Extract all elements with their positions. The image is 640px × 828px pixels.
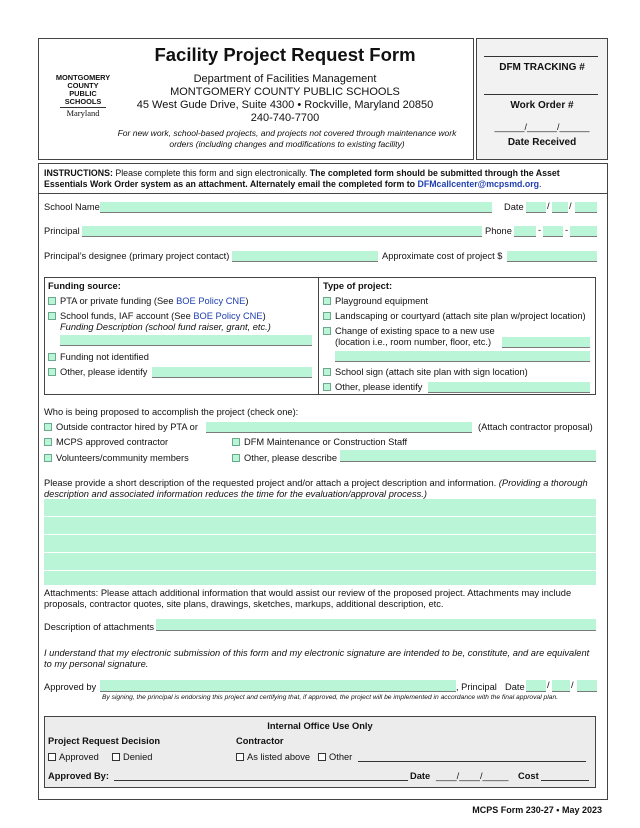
who-dfm-staff[interactable]: DFM Maintenance or Construction Staff — [232, 437, 407, 447]
date-month-input[interactable] — [526, 202, 546, 213]
approved-by-label: Approved by — [44, 682, 97, 692]
office-approved-by-label: Approved By: — [48, 771, 109, 781]
attachments-desc-label: Description of attachments — [44, 622, 155, 632]
attachments-text: Attachments: Please attach additional information that would assist our review of the proposed project. Attachments may include proposals, contractor quotes, site plans, drawings, sketches, markups, additional description, etc. — [44, 588, 572, 609]
phone-prefix-input[interactable] — [543, 226, 563, 237]
boe-policy-link[interactable]: BOE Policy CNE — [176, 296, 246, 306]
form-scope-note: For new work, school-based projects, and projects not covered through maintenance work orders (including changes and modifications to existing facility) — [117, 128, 457, 149]
mcps-logo: MONTGOMERY COUNTY PUBLIC SCHOOLS Maryland — [55, 73, 111, 118]
work-order-line — [484, 94, 598, 95]
funding-not-identified[interactable]: Funding not identified — [48, 352, 149, 362]
decision-approved[interactable]: Approved — [48, 752, 99, 762]
checkbox[interactable] — [323, 368, 331, 376]
approx-cost-input[interactable] — [507, 251, 597, 262]
school-name-input[interactable] — [100, 202, 492, 213]
approx-cost-label: Approximate cost of project $ — [382, 251, 503, 261]
contractor-other-line[interactable] — [358, 752, 586, 762]
type-other-input[interactable] — [428, 382, 590, 393]
checkbox[interactable] — [323, 327, 331, 335]
checkbox[interactable] — [323, 383, 331, 391]
address: 45 West Gude Drive, Suite 4300 • Rockville, Maryland 20850 — [136, 99, 434, 111]
signature-date-year[interactable] — [577, 680, 597, 692]
form-title: Facility Project Request Form — [154, 44, 416, 65]
type-other[interactable]: Other, please identify — [323, 382, 422, 392]
phone-line-input[interactable] — [570, 226, 597, 237]
phone-label: Phone — [485, 226, 512, 236]
instructions: INSTRUCTIONS: Please complete this form and sign electronically. The completed form should be submitted through the Asset Essentials Work Order system as an attachment. Alternately email the completed form to DFMcallcenter@mcpsmd.org. — [44, 168, 560, 189]
designee-input[interactable] — [232, 251, 378, 262]
checkbox[interactable] — [48, 312, 56, 320]
checkbox[interactable] — [323, 312, 331, 320]
principal-signature-input[interactable] — [100, 680, 456, 692]
department-name: Department of Facilities Management — [193, 73, 377, 85]
funding-other-input[interactable] — [152, 367, 312, 378]
type-school-sign[interactable]: School sign (attach site plan with sign location) — [323, 367, 528, 377]
boe-policy-link[interactable]: BOE Policy CNE — [193, 311, 263, 321]
email-link[interactable]: DFMcallcenter@mcpsmd.org — [417, 179, 539, 189]
funding-school-funds[interactable]: School funds, IAF account (See BOE Policy CNE) — [48, 311, 266, 321]
type-landscaping[interactable]: Landscaping or courtyard (attach site plan w/project location) — [323, 311, 586, 321]
funding-description-label: Funding Description (school fund raiser, grant, etc.) — [60, 322, 271, 332]
checkbox[interactable] — [232, 454, 240, 462]
date-day-input[interactable] — [552, 202, 568, 213]
contractor-as-listed[interactable]: As listed above — [236, 752, 310, 762]
project-type-title: Type of project: — [323, 281, 393, 291]
contractor-other[interactable]: Other — [318, 752, 352, 762]
signature-fine-print: By signing, the principal is endorsing this project and certifying that, if approved, the project will be implemented in accordance with the final approval plan. — [101, 694, 559, 701]
project-decision-label: Project Request Decision — [48, 736, 161, 746]
decision-denied[interactable]: Denied — [112, 752, 152, 762]
designee-label: Principal’s designee (primary project contact) — [44, 251, 230, 261]
dfm-tracking-label: DFM TRACKING # — [499, 62, 585, 73]
principal-suffix: , Principal — [456, 682, 497, 692]
attachments-desc-input[interactable] — [156, 619, 596, 631]
principal-input[interactable] — [82, 226, 482, 237]
checkbox[interactable] — [323, 297, 331, 305]
funding-pta[interactable]: PTA or private funding (See BOE Policy CNE) — [48, 296, 248, 306]
checkbox[interactable] — [44, 454, 52, 462]
funding-description-input[interactable] — [60, 335, 312, 346]
outside-contractor-input[interactable] — [206, 422, 472, 433]
type-change-of-space[interactable]: Change of existing space to a new use — [323, 326, 495, 336]
contractor-proposal-note: (Attach contractor proposal) — [478, 422, 593, 432]
checkbox[interactable] — [48, 297, 56, 305]
organization-name: MONTGOMERY COUNTY PUBLIC SCHOOLS — [170, 86, 400, 98]
office-cost-line[interactable] — [541, 771, 589, 781]
signature-date-month[interactable] — [526, 680, 546, 692]
who-other-input[interactable] — [340, 450, 596, 462]
date-received-label: Date Received — [507, 137, 577, 148]
checkbox[interactable] — [112, 753, 120, 761]
who-other[interactable]: Other, please describe — [232, 453, 337, 463]
who-outside-contractor[interactable]: Outside contractor hired by PTA or — [44, 422, 198, 432]
school-name-label: School Name — [44, 202, 100, 212]
checkbox[interactable] — [48, 753, 56, 761]
work-order-label: Work Order # — [510, 100, 574, 111]
office-cost-label: Cost — [518, 771, 539, 781]
description-textarea[interactable] — [44, 499, 596, 585]
phone-area-input[interactable] — [514, 226, 536, 237]
funding-type-divider — [318, 277, 319, 395]
who-mcps-approved[interactable]: MCPS approved contractor — [44, 437, 168, 447]
signature-date-label: Date — [505, 682, 525, 692]
principal-label: Principal — [44, 226, 80, 236]
type-playground[interactable]: Playground equipment — [323, 296, 428, 306]
tracking-line — [484, 56, 598, 57]
office-date-label: Date — [410, 771, 431, 781]
change-location-input-1[interactable] — [502, 337, 590, 348]
signature-date-day[interactable] — [552, 680, 570, 692]
date-year-input[interactable] — [575, 202, 597, 213]
phone-number: 240-740-7700 — [250, 112, 320, 124]
office-approved-by-line[interactable] — [114, 771, 408, 781]
checkbox[interactable] — [318, 753, 326, 761]
contractor-label: Contractor — [236, 736, 284, 746]
who-question: Who is being proposed to accomplish the project (check one): — [44, 407, 299, 417]
date-received-blank: ______/______/______ — [494, 122, 590, 132]
checkbox[interactable] — [44, 438, 52, 446]
office-date-blank[interactable]: ____/____/_____ — [436, 771, 509, 781]
internal-office-title: Internal Office Use Only — [267, 721, 373, 731]
checkbox[interactable] — [44, 423, 52, 431]
signature-statement: I understand that my electronic submission of this form and my electronic signature are intended to be, constitute, and are equivalent to my personal signature. — [44, 648, 590, 669]
checkbox[interactable] — [48, 368, 56, 376]
date-label: Date — [504, 202, 524, 212]
funding-source-title: Funding source: — [48, 281, 121, 291]
who-volunteers[interactable]: Volunteers/community members — [44, 453, 189, 463]
divider — [38, 193, 608, 194]
type-change-location-label: (location i.e., room number, floor, etc.) — [335, 337, 492, 347]
checkbox[interactable] — [232, 438, 240, 446]
funding-other[interactable]: Other, please identify — [48, 367, 147, 377]
checkbox[interactable] — [48, 353, 56, 361]
form-number-footer: MCPS Form 230-27 • May 2023 — [472, 805, 602, 815]
change-location-input-2[interactable] — [335, 351, 590, 362]
checkbox[interactable] — [236, 753, 244, 761]
description-prompt: Please provide a short description of the requested project and/or attach a project description and information. (Providing a thorough description and associated information reduces the time for the evaluation/approval process.) — [44, 478, 588, 499]
